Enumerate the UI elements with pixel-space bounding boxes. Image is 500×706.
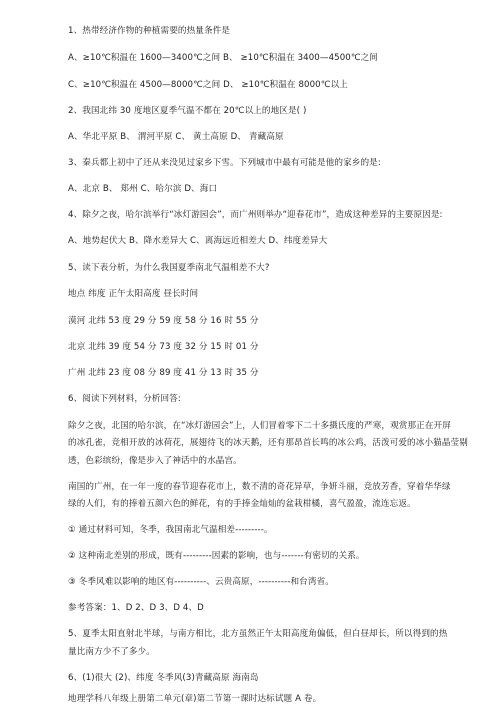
passage-1-line-1: 除夕之夜，北国的哈尔滨，在“冰灯游园会”上，人们冒着零下二十多摄氏度的严寒，观赏那正在开屏 [68,421,451,431]
question-2-stem: 2、我国北纬 30 度地区夏季气温不都在 20℃以上的地区是( ) [68,106,307,116]
question-1-options-ab: A、≥10℃积温在 1600—3400℃之间 B、 ≥10℃积温在 3400—4500℃之间 [68,53,378,63]
passage-1-line-3: 透，色彩缤纷，像是步入了神话中的水晶宫。 [68,456,242,466]
question-2-options: A、华北平原 B、 渭河平原 C、 黄土高原 D、 青藏高原 [68,132,284,142]
question-5-stem: 5、读下表分析，为什么我国夏季南北气温相差不大? [68,263,270,273]
sub-question-3: ③ 冬季风难以影响的地区有----------、云贵高原，----------和台湾省。 [68,577,334,587]
question-1-stem: 1、热带经济作物的种植需要的热量条件是 [68,26,231,36]
table-row-mohe: 漠河 北纬 53 度 29 分 59 度 58 分 16 时 55 分 [68,316,259,326]
sub-question-2: ② 这种南北差别的形成，既有---------因素的影响，也与-------有密切的关系。 [68,551,365,561]
answer-key-5-line-1: 5、夏季太阳直射北半球，与南方相比，北方虽然正午太阳高度角偏低，但白昼却长，所以得到的热 [68,629,448,639]
passage-2-line-1: 南国的广州，在一年一度的春节迎春花市上，数不清的奇花异草，争妍斗丽，竞放芳香，穿着华华绿 [68,482,451,492]
question-3-stem: 3、秦兵都上初中了还从来没见过家乡下雪。下列城市中最有可能是他的家乡的是: [68,158,381,168]
sub-question-1: ① 通过材料可知，冬季，我国南北气温相差---------。 [68,525,273,535]
answer-key-1-4: 参考答案：1、D 2、D 3、D 4、D [68,603,204,613]
question-4-options: A、地势起伏大 B、降水差异大 C、离海远近相差大 D、纬度差异大 [68,236,328,246]
passage-1-line-2: 的冰孔雀，竞相开放的冰荷花，展翅待飞的冰天鹅，还有那昂首长鸣的冰公鸡，活泼可爱的冰小猫晶莹剔 [68,438,468,448]
table-row-beijing: 北京 北纬 39 度 54 分 73 度 32 分 15 时 01 分 [68,342,259,352]
question-6-stem: 6、阅读下列材料，分析回答: [68,394,181,404]
question-3-options: A、北京 B、 郑州 C、哈尔滨 D、海口 [68,184,218,194]
question-4-stem: 4、除夕之夜，哈尔滨举行“冰灯游园会”，而广州则举办“迎春花市”，造成这种差异的主要原因是: [68,210,443,220]
document-footer-title: 地理学科八年级上册第二单元(章)第二节第一课时达标试题 A 卷。 [68,694,322,704]
passage-2-line-2: 绿的人们，有的捧着五颜六色的鲜花，有的手捧金灿灿的盆栽柑橘，喜气盈盈，流连忘返。 [68,499,416,509]
question-1-options-cd: C、≥10℃积温在 4500—8000℃之间 D、 ≥10℃积温在 8000℃以上 [68,80,348,90]
answer-key-6: 6、(1)很大 (2)、纬度 冬季风(3)青藏高原 海南岛 [68,673,259,683]
answer-key-5-line-2: 量比南方少不了多少。 [68,647,155,657]
table-row-guangzhou: 广州 北纬 23 度 08 分 89 度 41 分 13 时 35 分 [68,368,259,378]
table-header-row: 地点 纬度 正午太阳高度 昼长时间 [68,289,199,299]
